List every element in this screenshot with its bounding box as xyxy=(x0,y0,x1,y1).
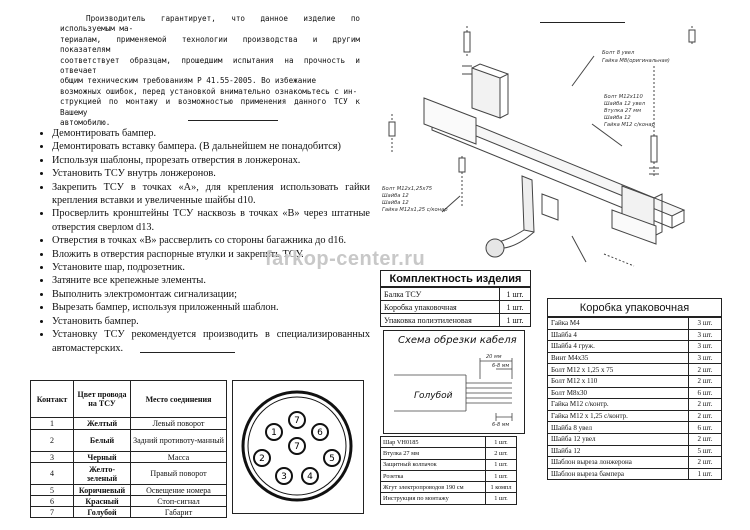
table-row xyxy=(548,387,722,399)
intro-line: соответствует образцам, прошедшим испытания на прочность и отвечает xyxy=(60,55,360,76)
column-header: Место соединения xyxy=(131,381,227,418)
table-row xyxy=(31,507,227,518)
table-row xyxy=(548,399,722,411)
table-row xyxy=(31,452,227,463)
bolt-icon xyxy=(389,122,395,136)
intro-line: автомобилю. xyxy=(60,118,111,128)
drawing-label: Шайба 12 xyxy=(604,115,631,121)
table-row xyxy=(381,314,531,327)
table-row xyxy=(548,457,722,469)
cable-scheme-title: Схема обрезки кабеля xyxy=(398,335,517,346)
item-qty: 3 шт. xyxy=(689,318,722,330)
item-qty: 1 шт. xyxy=(500,314,531,327)
socket-pin xyxy=(289,438,305,454)
color-cell: Черный xyxy=(74,452,131,463)
drawing-label: Болт 8 увел xyxy=(602,50,635,56)
column-header: Цвет провода на ТСУ xyxy=(74,381,131,418)
item-name: Шайба 8 увел xyxy=(548,422,689,434)
intro-line: возможных ошибок, перед установкой внимательно ознакомьтесь с ин- xyxy=(60,86,358,96)
table-row xyxy=(548,341,722,353)
table-row xyxy=(381,288,531,301)
pin-label: 1 xyxy=(271,428,277,438)
socket-pin xyxy=(324,450,340,466)
intro-line: териалам, применяемой технологии производства и другим показателям xyxy=(60,34,360,55)
item-qty: 1 шт. xyxy=(486,437,517,448)
connection-cell: Задний противоту-манный xyxy=(131,430,227,452)
drawing-label: Гайка M12 с/конар xyxy=(604,122,655,128)
item-qty: 6 шт. xyxy=(689,422,722,434)
color-cell: Голубой xyxy=(74,507,131,518)
table-row xyxy=(31,418,227,430)
installation-steps xyxy=(42,127,370,355)
item-qty: 3 шт. xyxy=(689,352,722,364)
color-cell: Красный xyxy=(74,496,131,507)
connection-cell: Стоп-сигнал xyxy=(131,496,227,507)
item-name: Шайба 4 xyxy=(548,329,689,341)
table-row xyxy=(31,496,227,507)
section-divider xyxy=(140,352,235,353)
wiring-table xyxy=(30,380,227,518)
drawing-label: Шайба 12 увел xyxy=(604,101,646,107)
drawing-label: Гайка M8(оригинальная) xyxy=(602,58,670,64)
step-item: • Затяните все крепежные элементы. xyxy=(52,274,370,287)
item-name: Защитный колпачок xyxy=(381,459,486,470)
parts-table xyxy=(380,436,517,505)
column-header: Контакт xyxy=(31,381,74,418)
cable-drawing xyxy=(384,331,524,431)
item-qty: 5 шт. xyxy=(689,445,722,457)
intro-line: Производитель гарантирует, что данное изделие по используемым ма- xyxy=(60,14,360,34)
color-cell: Желтый xyxy=(74,418,131,430)
contact-cell: 4 xyxy=(31,463,74,485)
bolt-icon xyxy=(651,136,657,162)
step-item: • Используя шаблоны, прорезать отверстия в лонжеронах. xyxy=(52,154,370,167)
contact-cell: 5 xyxy=(31,485,74,496)
cable-scheme xyxy=(383,330,525,434)
socket-diagram xyxy=(232,380,363,513)
item-qty: 1 шт. xyxy=(500,288,531,301)
box-title: Коробка упаковочная xyxy=(547,298,722,317)
item-qty: 2 шт. xyxy=(689,399,722,411)
table-row xyxy=(548,318,722,330)
tow-neck xyxy=(522,176,534,232)
cable-color-label: Голубой xyxy=(414,391,453,401)
table-row xyxy=(548,410,722,422)
item-name: Шайба 12 увел xyxy=(548,433,689,445)
step-item: • Вложить в отверстия распорные втулки и закрепить ТСУ. xyxy=(52,248,370,261)
item-qty: 3 шт. xyxy=(689,341,722,353)
item-name: Шар VH0185 xyxy=(381,437,486,448)
table-row xyxy=(548,468,722,480)
contact-cell: 6 xyxy=(31,496,74,507)
item-name: Шайба 4 груж. xyxy=(548,341,689,353)
item-qty: 2 шт. xyxy=(486,448,517,459)
step-item: • Выполнить электромонтаж сигнализации; xyxy=(52,288,370,301)
connection-cell: Масса xyxy=(131,452,227,463)
intro-paragraph xyxy=(60,14,360,128)
contact-cell: 2 xyxy=(31,430,74,452)
table-row xyxy=(548,364,722,376)
step-item: • Установку ТСУ рекомендуется производить в специализированных автомастерских. xyxy=(52,328,370,355)
color-cell: Белый xyxy=(74,430,131,452)
pin-label: 7 xyxy=(294,442,300,452)
step-item: • Установить ТСУ внутрь лонжеронов. xyxy=(52,167,370,180)
table-row xyxy=(548,422,722,434)
item-qty: 1 шт. xyxy=(486,459,517,470)
table-row xyxy=(381,459,517,470)
table-row xyxy=(31,430,227,452)
pin-label: 6 xyxy=(317,428,323,438)
item-name: Гайка М4 xyxy=(548,318,689,330)
drawing-label: Болт M12x110 xyxy=(604,94,643,100)
socket-pin xyxy=(289,412,305,428)
item-name: Розетка xyxy=(381,470,486,481)
item-name: Коробка упаковочная xyxy=(381,301,500,314)
item-name: Гайка М12 х 1,25 с/контр. xyxy=(548,410,689,422)
item-qty: 2 шт. xyxy=(689,410,722,422)
intro-line: общим техническим требованиям Р 41.55-2005. Во избежание xyxy=(60,76,317,86)
bolt-icon xyxy=(464,32,470,52)
intro-line: струкцией по монтажу и возможностью применения данного ТСУ к Вашему xyxy=(60,97,360,117)
table-row xyxy=(381,437,517,448)
connection-cell: Левый поворот xyxy=(131,418,227,430)
item-qty: 1 компл xyxy=(486,482,517,493)
item-qty: 2 шт. xyxy=(689,364,722,376)
section-divider xyxy=(188,120,278,121)
socket-pin xyxy=(276,468,292,484)
table-row xyxy=(31,463,227,485)
table-row xyxy=(381,482,517,493)
table-row xyxy=(381,301,531,314)
step-item: • Демонтировать бампер. xyxy=(52,127,370,140)
socket-pin xyxy=(302,468,318,484)
pin-label: 7 xyxy=(294,416,300,426)
table-row xyxy=(381,493,517,504)
item-name: Шайба 12 xyxy=(548,445,689,457)
item-name: Шаблон выреза лонжерона xyxy=(548,457,689,469)
step-item: • Отверстия в точках «В» рассверлить со стороны багажника до d16. xyxy=(52,234,370,247)
step-item: • Установить бампер. xyxy=(52,315,370,328)
item-name: Шаблон выреза бампера xyxy=(548,468,689,480)
item-name: Балка ТСУ xyxy=(381,288,500,301)
drawing-top-rule xyxy=(540,22,625,23)
item-name: Жгут электропроводов 190 см xyxy=(381,482,486,493)
item-name: Болт М12 х 1,25 х 75 xyxy=(548,364,689,376)
cable-wires xyxy=(466,383,512,403)
socket-pin xyxy=(312,424,328,440)
item-name: Винт М4х35 xyxy=(548,352,689,364)
step-item: • Установите шар, подрозетник. xyxy=(52,261,370,274)
item-qty: 3 шт. xyxy=(689,329,722,341)
step-item: • Вырезать бампер, используя приложенный шаблон. xyxy=(52,301,370,314)
item-name: Болт М8х30 xyxy=(548,387,689,399)
socket-pin xyxy=(266,424,282,440)
item-name: Инструкция по монтажу xyxy=(381,493,486,504)
left-bracket xyxy=(472,68,500,118)
item-qty: 1 шт. xyxy=(486,470,517,481)
contact-cell: 3 xyxy=(31,452,74,463)
table-row xyxy=(548,329,722,341)
item-qty: 2 шт. xyxy=(689,433,722,445)
socket-holder xyxy=(542,194,558,220)
item-qty: 6 шт. xyxy=(689,387,722,399)
color-cell: Желто-зеленый xyxy=(74,463,131,485)
drawing-label: Гайка M12x1,25 с/конар xyxy=(382,207,448,213)
table-row xyxy=(548,352,722,364)
item-qty: 2 шт. xyxy=(689,375,722,387)
item-name: Болт М12 х 110 xyxy=(548,375,689,387)
dim-label: 20 мм xyxy=(486,354,502,360)
complect-title: Комплектность изделия xyxy=(380,270,531,287)
pin-label: 2 xyxy=(259,454,265,464)
washer-icon xyxy=(462,66,472,74)
step-item: • Демонтировать вставку бампера. (В дальнейшем не понадобится) xyxy=(52,140,370,153)
item-name: Гайка М12 с/контр. xyxy=(548,399,689,411)
item-qty: 1 шт. xyxy=(500,301,531,314)
pin-label: 5 xyxy=(329,454,335,464)
pin-label: 3 xyxy=(281,472,287,482)
table-row xyxy=(548,375,722,387)
dim-label: 6-8 мм xyxy=(492,422,510,428)
table-header-row xyxy=(31,381,227,418)
item-qty: 2 шт. xyxy=(689,457,722,469)
color-cell: Коричневый xyxy=(74,485,131,496)
complect-table xyxy=(380,287,531,327)
item-name: Упаковка полиэтиленовая xyxy=(381,314,500,327)
leader-line xyxy=(572,56,594,86)
table-row xyxy=(381,448,517,459)
connection-cell: Правый поворот xyxy=(131,463,227,485)
drawing-label: Втулка 27 мм xyxy=(604,108,642,114)
drawing-label: Шайба 12 xyxy=(382,193,409,199)
drawing-label: Болт M12x1,25х75 xyxy=(382,186,433,192)
socket-pin xyxy=(254,450,270,466)
dim-label: 6-8 мм xyxy=(492,363,510,369)
table-row xyxy=(381,470,517,481)
tow-ball xyxy=(486,239,504,257)
contact-cell: 7 xyxy=(31,507,74,518)
step-item: • Закрепить ТСУ в точках «А», для крепления использовать гайки крепления вставки и увеличенные шайбы d10. xyxy=(52,181,370,208)
item-qty: 1 шт. xyxy=(486,493,517,504)
bolt-icon xyxy=(689,30,695,42)
contact-cell: 1 xyxy=(31,418,74,430)
towbar-drawing xyxy=(372,26,744,270)
table-row xyxy=(548,433,722,445)
item-qty: 1 шт. xyxy=(689,468,722,480)
watermark: farkop-center.ru xyxy=(265,248,426,270)
connection-cell: Освещение номера xyxy=(131,485,227,496)
pin-label: 4 xyxy=(307,472,313,482)
drawing-label: Шайба 12 xyxy=(382,200,409,206)
step-item: • Просверлить кронштейны ТСУ насквозь в точках «В» через штатные отверстия сверлом d13. xyxy=(52,207,370,234)
item-name: Втулка 27 мм xyxy=(381,448,486,459)
table-row xyxy=(548,445,722,457)
box-table xyxy=(547,317,722,480)
connection-cell: Габарит xyxy=(131,507,227,518)
table-row xyxy=(31,485,227,496)
dimension-line xyxy=(496,413,512,421)
